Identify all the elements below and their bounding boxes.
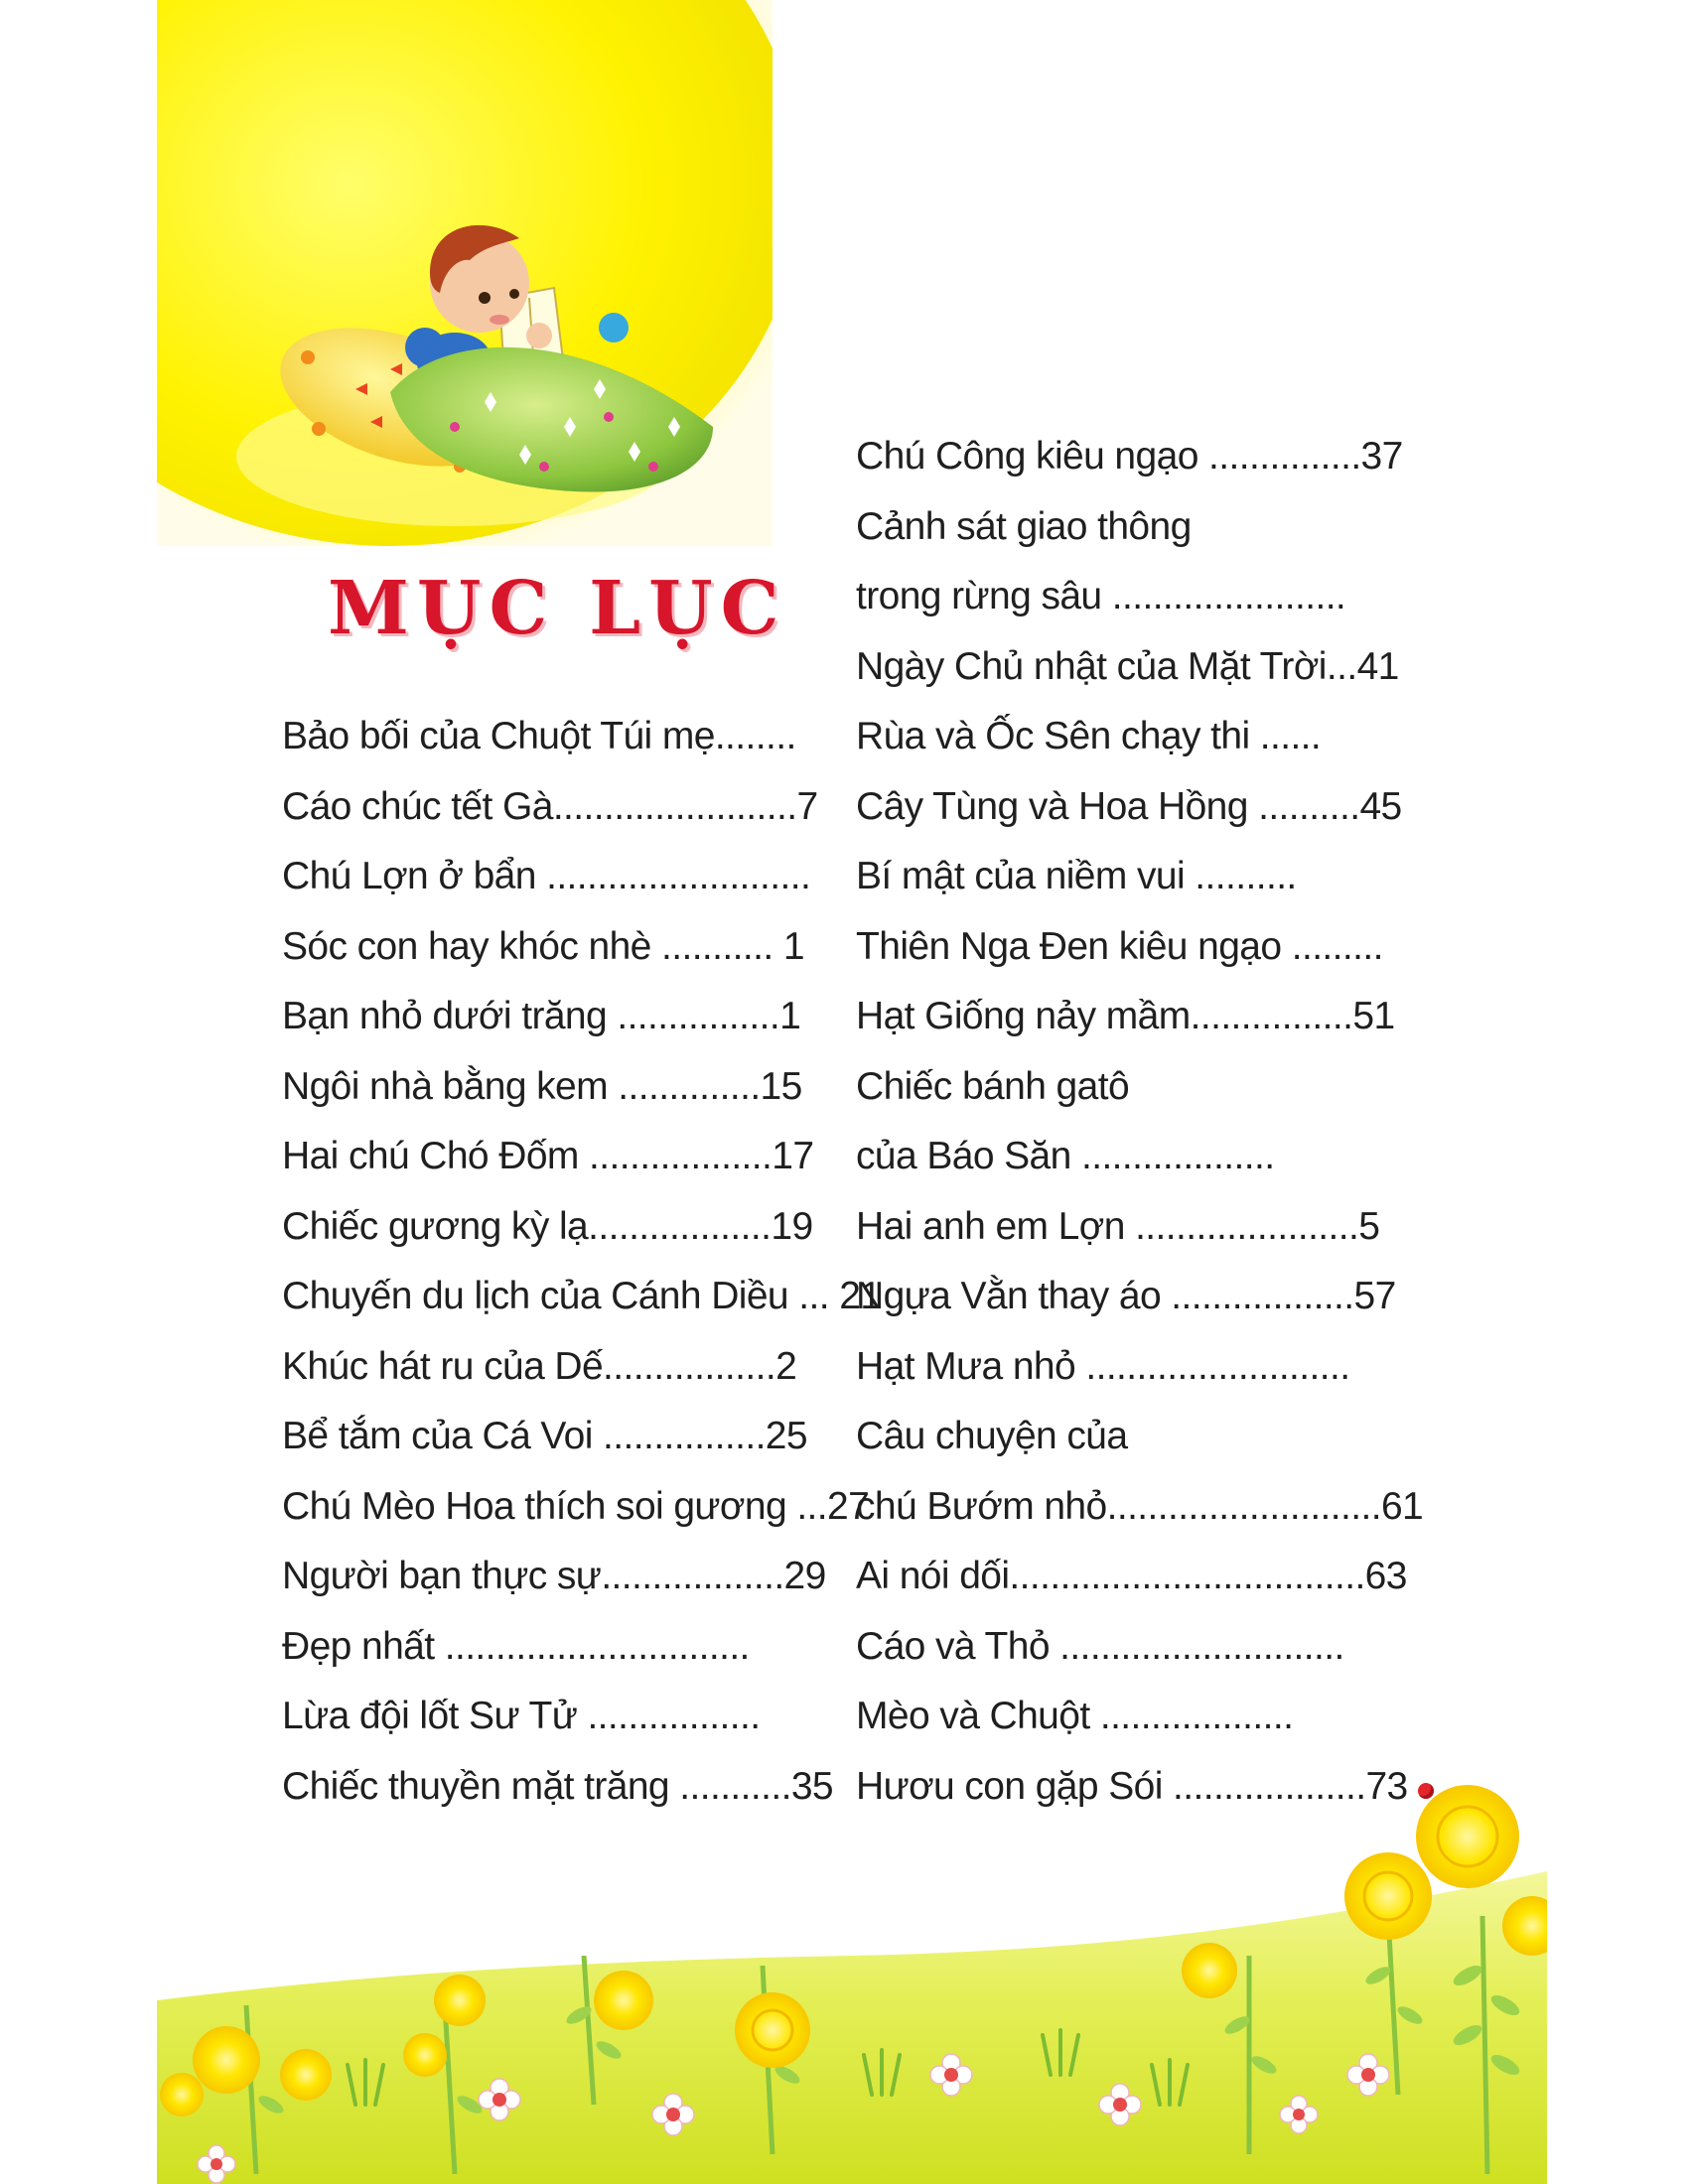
toc-entry[interactable]: Ngày Chủ nhật của Mặt Trời...41 (856, 644, 1399, 688)
toc-entry[interactable]: Chú Công kiêu ngạo ...............37 (856, 435, 1403, 478)
toc-right-column (856, 422, 1424, 1822)
toc-entry[interactable]: của Báo Săn ................... (856, 1135, 1275, 1177)
toc-entry[interactable]: Hạt Mưa nhỏ .......................... (856, 1344, 1350, 1388)
toc-entry[interactable]: Hạt Giống nảy mầm................51 (856, 995, 1395, 1037)
toc-entry[interactable]: Bạn nhỏ dưới trăng ................1 (282, 995, 801, 1037)
toc-entry[interactable]: Khúc hát ru của Dế.................2 (282, 1344, 797, 1388)
toc-entry[interactable]: Rùa và Ốc Sên chạy thi ...... (856, 715, 1322, 757)
toc-entry[interactable]: Câu chuyện của (856, 1415, 1128, 1457)
toc-entry[interactable]: Bảo bối của Chuột Túi mẹ........ (282, 715, 796, 757)
toc-entry[interactable]: chú Bướm nhỏ...........................61 (856, 1484, 1424, 1528)
toc-entry[interactable]: Cảnh sát giao thông (856, 504, 1192, 548)
toc-entry[interactable]: Cáo chúc tết Gà........................7 (282, 784, 818, 828)
toc-entry[interactable]: Bể tắm của Cá Voi ................25 (282, 1415, 807, 1457)
toc-entry[interactable]: Lừa đội lốt Sư Tử ................. (282, 1695, 761, 1737)
toc-entry[interactable]: Mèo và Chuột ................... (856, 1695, 1294, 1737)
toc-entry[interactable]: Cây Tùng và Hoa Hồng ..........45 (856, 784, 1402, 828)
meadow-graphic (157, 1777, 1547, 2184)
toc-entry[interactable]: Chiếc bánh gatô (856, 1064, 1130, 1108)
toc-entry[interactable]: Hai chú Chó Đốm ..................17 (282, 1135, 814, 1177)
page-title: MỤC LỤC (328, 566, 787, 651)
toc-entry[interactable]: Đẹp nhất .............................. (282, 1624, 750, 1668)
toc-entry[interactable]: Chuyến du lịch của Cánh Diều ... 21 (282, 1275, 882, 1317)
toc-left-column (282, 702, 882, 1822)
toc-entry[interactable]: Chú Mèo Hoa thích soi gương ...27 (282, 1484, 870, 1528)
moon-illustration (157, 0, 773, 556)
toc-entry[interactable]: Ngôi nhà bằng kem ..............15 (282, 1064, 802, 1108)
toc-entry[interactable]: Chú Lợn ở bẩn .......................... (282, 855, 811, 897)
toc-entry[interactable]: Người bạn thực sự..................29 (282, 1555, 826, 1597)
toc-entry[interactable]: Chiếc gương kỳ lạ..................19 (282, 1204, 813, 1248)
toc-entry[interactable]: trong rừng sâu ....................... (856, 575, 1346, 617)
toc-entry[interactable]: Ai nói dối...................................63 (856, 1555, 1407, 1597)
toc-entry[interactable]: Thiên Nga Đen kiêu ngạo ......... (856, 924, 1383, 968)
moon-scene-graphic (157, 0, 773, 556)
toc-entry[interactable]: Hai anh em Lợn ......................5 (856, 1204, 1380, 1248)
toc-entry[interactable]: Ngựa Vằn thay áo ..................57 (856, 1275, 1396, 1317)
toc-entry[interactable]: Sóc con hay khóc nhè ........... 1 (282, 924, 804, 968)
toc-entry[interactable]: Hươu con gặp Sói ...................73 (856, 1764, 1408, 1808)
toc-entry[interactable]: Bí mật của niềm vui .......... (856, 855, 1297, 897)
toc-entry[interactable]: Cáo và Thỏ ............................ (856, 1624, 1344, 1668)
toc-entry[interactable]: Chiếc thuyền mặt trăng ...........35 (282, 1764, 834, 1808)
meadow-illustration (157, 1777, 1547, 2184)
